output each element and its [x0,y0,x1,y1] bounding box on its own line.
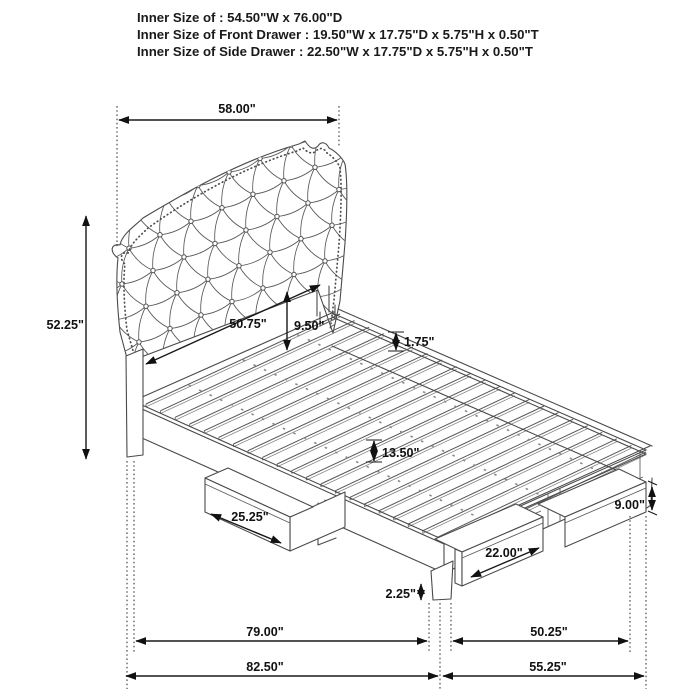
dimension-frame-length [136,625,427,641]
header-line-3: Inner Size of Side Drawer : 22.50"W x 17.75"D x 5.75"H x 0.50"T [137,44,533,59]
dim-900-label: 9.00" [614,498,645,512]
dimension-headboard-width [119,102,337,120]
dimension-slat-spacing [366,440,420,462]
dim-5525-label: 55.25" [529,660,567,674]
dimension-headboard-to-slats [287,292,325,350]
dim-950-label: 9.50" [294,319,325,333]
dim-8250-label: 82.50" [246,660,284,674]
dimension-frame-width [453,625,628,641]
headboard [67,118,394,467]
dim-7900-label: 79.00" [246,625,284,639]
dimension-overall-width [443,660,644,676]
dim-175-label: 1.75" [404,335,435,349]
dim-1350-label: 13.50" [382,446,420,460]
dim-5225-label: 52.25" [46,318,84,332]
inner-size-header [137,10,539,59]
dimension-foot-leg-height [386,584,421,601]
dim-225-label: 2.25" [385,587,416,601]
dim-5025-label: 50.25" [530,625,568,639]
dimension-headboard-height [47,216,87,459]
header-line-2: Inner Size of Front Drawer : 19.50"W x 17.75"D x 5.75"H x 0.50"T [137,27,539,42]
deck-far-edge [338,309,652,446]
dim-58-label: 58.00" [218,102,256,116]
headboard-leg [126,349,143,457]
header-line-1: Inner Size of : 54.50"W x 76.00"D [137,10,343,25]
dim-2525-label: 25.25" [231,510,269,524]
front-drawer-left-side [455,549,462,586]
foot-leg [431,561,453,600]
dim-2200-label: 22.00" [485,546,523,560]
dimension-overall-length [126,660,438,676]
storage-drawers [205,468,646,586]
dim-5075-label: 50.75" [229,317,267,331]
